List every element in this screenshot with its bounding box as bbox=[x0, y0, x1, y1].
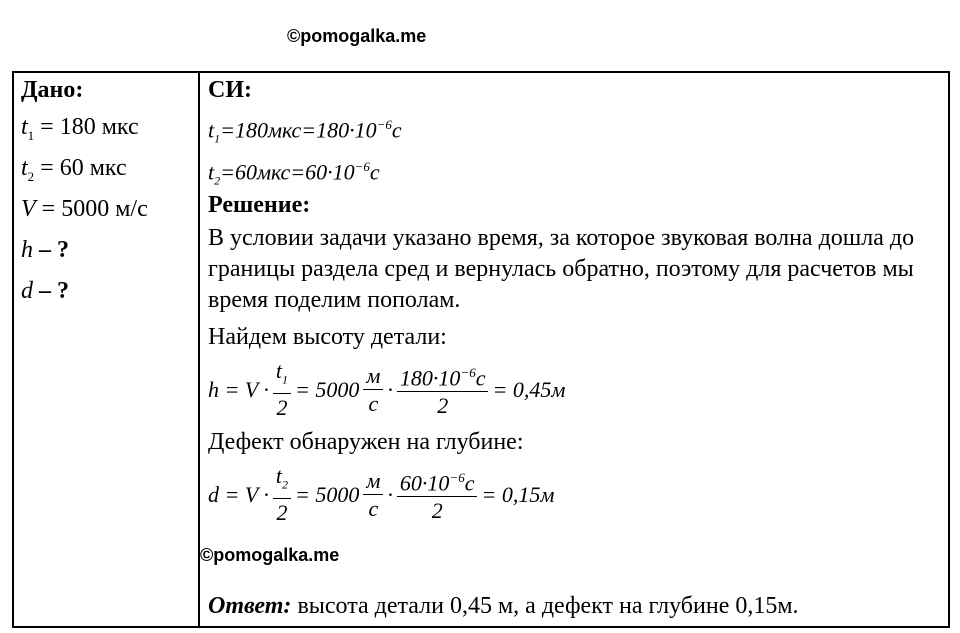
given-item-h: h – ? bbox=[21, 237, 69, 263]
frac-t1-half: $\frac{t_1}{2}$ bbox=[273, 358, 291, 421]
given-item-t2: $t_2 = 60$ мкс bbox=[21, 155, 127, 184]
given-item-v: V = 5000 м/с bbox=[21, 196, 148, 222]
frac-t2-half: $\frac{t_2}{2}$ bbox=[273, 463, 291, 526]
si-heading: СИ: bbox=[208, 77, 252, 103]
step1-text: Найдем высоту детали: bbox=[208, 324, 447, 350]
solution-paragraph: В условии задачи указано время, за которое звуковая волна дошла до границы раздела сред и вернулась обратно, поэтому для расчетов мы время поделим пополам. bbox=[208, 225, 915, 313]
watermark-top: ©pomogalka.me bbox=[287, 26, 427, 46]
formula-height: h = V · $\frac{t_1}{2}$ = 5000 $\frac{м}{с}$ · $\frac{180\cdot 10^{-6}с}{2}$ = 0,45м bbox=[208, 358, 566, 420]
step2-text: Дефект обнаружен на глубине: bbox=[208, 429, 524, 455]
column-divider bbox=[198, 73, 200, 626]
answer-label: Ответ: bbox=[208, 593, 292, 619]
answer-text: высота детали 0,45 м, а дефект на глубине 0,15м. bbox=[291, 593, 799, 619]
answer-line bbox=[208, 593, 799, 620]
given-column bbox=[21, 77, 148, 315]
si-line-t1: $t_1=180мкс=180\cdot 10^{-6}с$ bbox=[208, 117, 402, 146]
watermark-middle: ©pomogalka.me bbox=[200, 545, 340, 565]
solution-heading: Решение: bbox=[208, 192, 311, 218]
frac-unit-2: $\frac{м}{с}$ bbox=[363, 468, 383, 523]
frac-unit: $\frac{м}{с}$ bbox=[363, 363, 383, 418]
si-line-t2: $t_2=60мкс=60\cdot 10^{-6}с$ bbox=[208, 159, 380, 188]
formula-depth: d = V · $\frac{t_2}{2}$ = 5000 $\frac{м}{с}$ · $\frac{60\cdot 10^{-6}с}{2}$ = 0,15м bbox=[208, 463, 555, 525]
given-item-t1: $t_1 = 180$ мкс bbox=[21, 114, 139, 143]
frac-time-value-2: $\frac{60\cdot 10^{-6}с}{2}$ bbox=[397, 465, 478, 525]
solution-table bbox=[12, 71, 950, 628]
frac-time-value: $\frac{180\cdot 10^{-6}с}{2}$ bbox=[397, 360, 489, 420]
given-heading: Дано: bbox=[21, 77, 84, 103]
given-item-d: d – ? bbox=[21, 278, 69, 304]
solution-column bbox=[208, 77, 938, 532]
